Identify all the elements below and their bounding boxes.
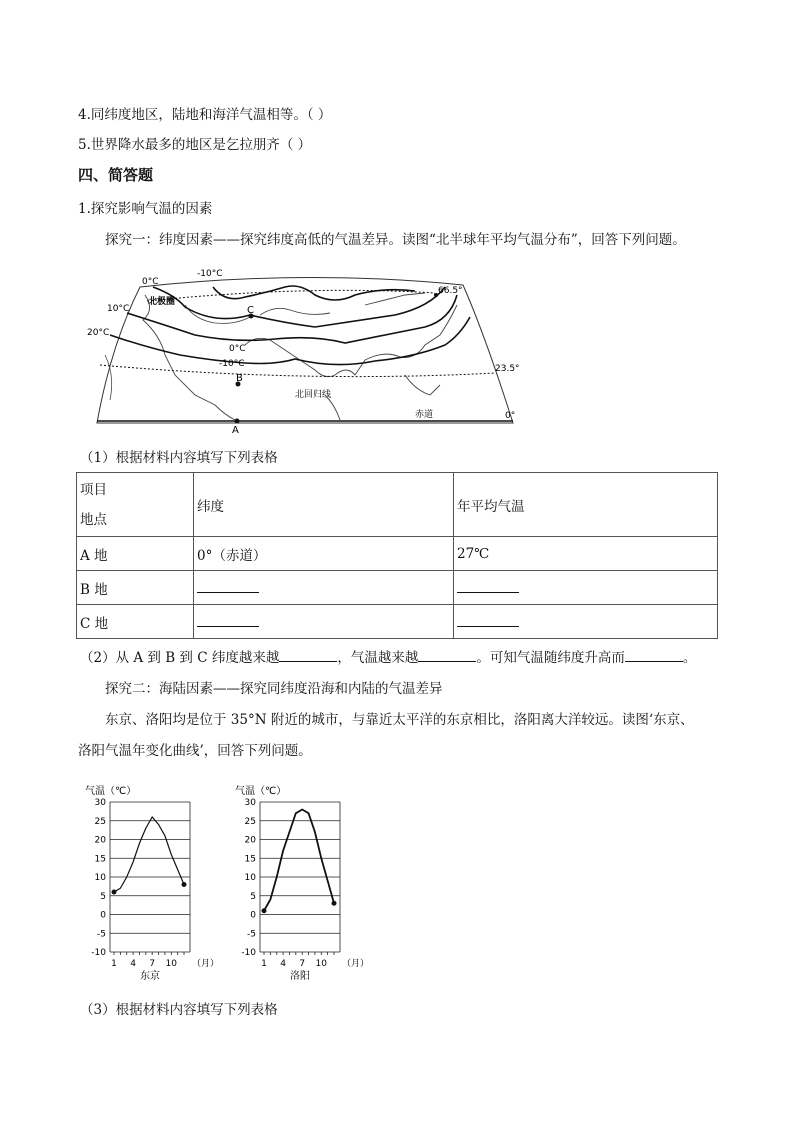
row-c-temp-cell xyxy=(454,605,718,639)
chart-xtick-label: 10 xyxy=(315,959,327,969)
isotherm-0 xyxy=(153,287,445,327)
chart-ytick-label: 25 xyxy=(94,816,106,827)
temperature-map xyxy=(85,265,525,435)
row-a-temp: 27℃ xyxy=(454,537,718,571)
chart-ytick-label: -5 xyxy=(247,929,256,940)
sub-question-3: （3）根据材料内容填写下列表格 xyxy=(80,1002,278,1018)
latitude-table xyxy=(76,472,718,639)
lat-label-66: 66.5° xyxy=(438,286,463,296)
isotherm-label-0-inner: 0°C xyxy=(229,344,246,354)
chart-point-dec xyxy=(182,882,187,887)
paragraph-2: 洛阳气温年变化曲线’，回答下列问题。 xyxy=(78,743,312,759)
chart-ytick-label: 0 xyxy=(250,910,256,921)
arctic-circle-label: 北极圈 xyxy=(148,297,176,307)
point-a-label: A xyxy=(232,425,239,435)
row-c-lat-cell xyxy=(194,605,454,639)
point-b-label: B xyxy=(236,373,243,384)
chart-ytick-label: 20 xyxy=(244,835,256,846)
chart-ytick-label: -10 xyxy=(91,948,106,958)
header-item: 项目 xyxy=(80,481,107,498)
row-c-lat-blank[interactable] xyxy=(197,613,259,627)
sub-question-1: （1）根据材料内容填写下列表格 xyxy=(80,450,278,466)
sub2-part1: （2）从 A 到 B 到 C 纬度越来越 xyxy=(80,650,280,666)
sub-question-2 xyxy=(80,646,696,666)
statement-4: 4.同纬度地区，陆地和海洋气温相等。（ ） xyxy=(78,107,332,123)
chart-point-jan xyxy=(112,890,117,895)
isotherm-label-minus10-inner: -10°C xyxy=(219,359,245,369)
blank-lat-trend[interactable] xyxy=(279,648,337,662)
row-b-lat-blank[interactable] xyxy=(197,579,259,593)
header-cell-item xyxy=(77,473,194,537)
chart-luoyang xyxy=(230,780,375,985)
chart-ytick-label: 30 xyxy=(94,798,106,808)
header-place: 地点 xyxy=(80,511,107,528)
arctic-circle xyxy=(147,290,435,301)
chart-xtick-label: 10 xyxy=(165,959,177,969)
chart-ytick-label: -10 xyxy=(241,948,256,958)
chart-xtick-label: 1 xyxy=(261,959,267,969)
section-title: 四、简答题 xyxy=(78,166,154,184)
header-temp: 年平均气温 xyxy=(454,473,718,537)
header-lat: 纬度 xyxy=(194,473,454,537)
point-c-label: C xyxy=(247,305,254,316)
paragraph-1: 东京、洛阳均是位于 35°N 附近的城市，与靠近太平洋的东京相比，洛阳离大洋较远。读图‘东京、 xyxy=(105,712,694,728)
table-row xyxy=(77,605,718,639)
chart-xlabel: （月） xyxy=(192,959,220,969)
isotherm-label-20: 20°C xyxy=(87,328,110,338)
chart-title: 东京 xyxy=(140,971,160,982)
sub2-part3: 。可知气温随纬度升高而 xyxy=(476,650,625,666)
chart-title: 洛阳 xyxy=(290,971,310,982)
isotherm-label-10: 10°C xyxy=(107,304,130,314)
tropic-label: 北回归线 xyxy=(295,390,332,400)
row-c-temp-blank[interactable] xyxy=(457,613,519,627)
blank-temp-trend[interactable] xyxy=(418,648,476,662)
chart-ytick-label: 15 xyxy=(94,854,106,865)
chart-ylabel: 气温（℃） xyxy=(235,786,287,797)
lat-label-23: 23.5° xyxy=(495,364,520,374)
question-1-title: 1.探究影响气温的因素 xyxy=(78,201,213,217)
chart-xtick-label: 1 xyxy=(111,959,117,969)
chart-ytick-label: -5 xyxy=(97,929,106,940)
chart-ytick-label: 30 xyxy=(244,798,256,808)
row-a-place: A 地 xyxy=(77,537,194,571)
statement-5: 5.世界降水最多的地区是乞拉朋齐（ ） xyxy=(78,137,312,153)
chart-ylabel: 气温（℃） xyxy=(85,786,137,797)
chart-ytick-label: 5 xyxy=(100,891,106,902)
explore-2-text: 探究二：海陆因素——探究同纬度沿海和内陆的气温差异 xyxy=(105,681,443,697)
chart-xtick-label: 7 xyxy=(299,959,306,969)
row-c-place: C 地 xyxy=(77,605,194,639)
equator-label: 赤道 xyxy=(415,410,434,420)
isotherm-10 xyxy=(127,295,457,343)
chart-xtick-label: 4 xyxy=(130,959,136,969)
chart-point-jan xyxy=(262,908,267,913)
chart-point-dec xyxy=(332,901,337,906)
chart-ytick-label: 15 xyxy=(244,854,256,865)
chart-xtick-label: 7 xyxy=(149,959,156,969)
tropic-of-cancer xyxy=(100,365,495,377)
chart-series-line xyxy=(114,817,184,892)
isotherm-label-0: 0°C xyxy=(142,277,159,287)
row-b-temp-blank[interactable] xyxy=(457,579,519,593)
row-a-lat: 0°（赤道） xyxy=(194,537,454,571)
table-row xyxy=(77,537,718,571)
chart-ytick-label: 5 xyxy=(250,891,256,902)
chart-ytick-label: 10 xyxy=(244,873,256,883)
lat-label-0: 0° xyxy=(505,411,516,421)
sub2-part2: ，气温越来越 xyxy=(337,650,419,666)
point-a-dot xyxy=(235,419,240,424)
chart-ytick-label: 20 xyxy=(94,835,106,846)
chart-xtick-label: 4 xyxy=(280,959,286,969)
row-b-place: B 地 xyxy=(77,571,194,605)
explore-1-text: 探究一：纬度因素——探究纬度高低的气温差异。读图“北半球年平均气温分布”，回答下列问题。 xyxy=(105,232,686,248)
row-b-temp-cell xyxy=(454,571,718,605)
isotherm-label-minus10: -10°C xyxy=(197,269,223,279)
chart-ytick-label: 10 xyxy=(94,873,106,883)
chart-ytick-label: 25 xyxy=(244,816,256,827)
chart-ytick-label: 0 xyxy=(100,910,106,921)
sub2-part4: 。 xyxy=(682,650,697,666)
table-row xyxy=(77,571,718,605)
chart-xlabel: （月） xyxy=(342,959,370,969)
blank-conclusion[interactable] xyxy=(625,648,683,662)
chart-tokyo xyxy=(80,780,225,985)
row-b-lat-cell xyxy=(194,571,454,605)
